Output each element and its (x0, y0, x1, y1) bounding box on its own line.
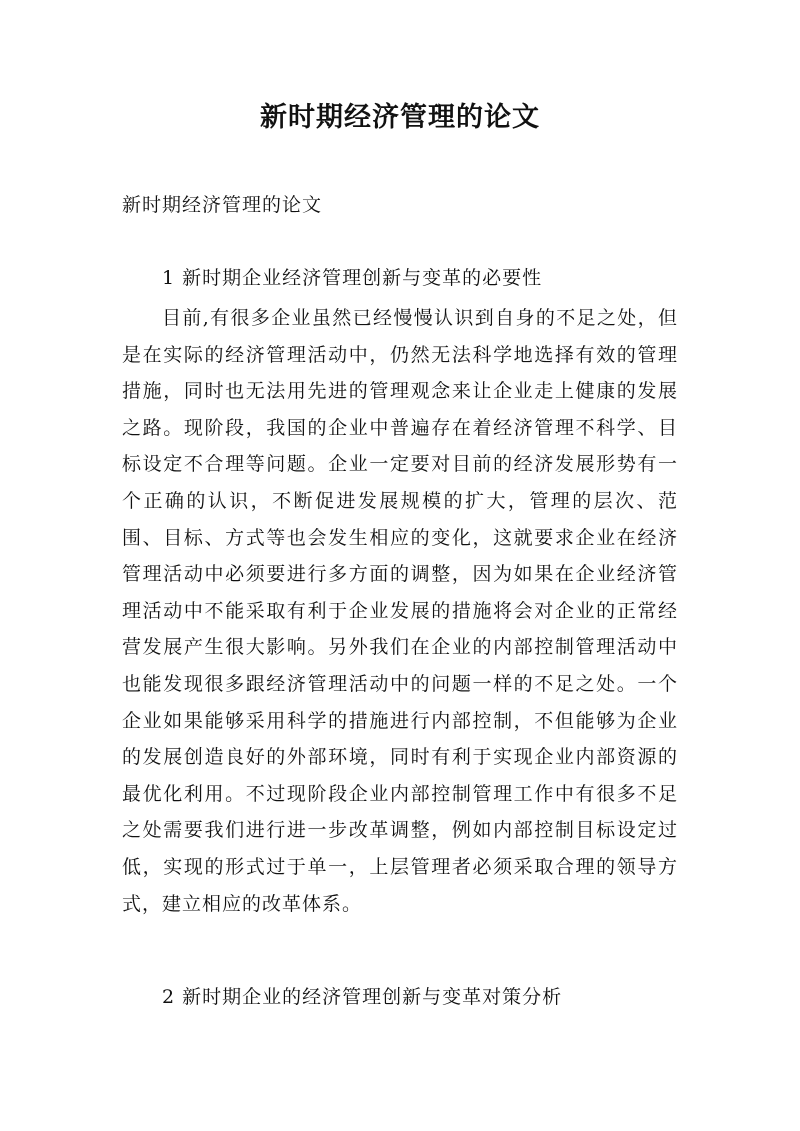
section-2-heading: 2 新时期企业的经济管理创新与变革对策分析 (162, 986, 563, 1008)
section-1-heading: 1 新时期企业经济管理创新与变革的必要性 (162, 267, 543, 289)
document-title: 新时期经济管理的论文 (260, 102, 540, 133)
section-1-paragraph: 目前,有很多企业虽然已经慢慢认识到自身的不足之处，但是在实际的经济管理活动中，仍然无法科学地选择有效的管理措施，同时也无法用先进的管理观念来让企业走上健康的发展之路。现阶段，我国的企业中普遍存在着经济管理不科学、目标设定不合理等问题。企业一定要对目前的经济发展形势有一个正确的认识，不断促进发展规模的扩大，管理的层次、范围、目标、方式等也会发生相应的变化，这就要求企业在经济管理活动中必须要进行多方面的调整，因为如果在企业经济管理活动中不能采取有利于企业发展的措施将会对企业的正常经营发展产生很大影响。另外我们在企业的内部控制管理活动中也能发现很多跟经济管理活动中的问题一样的不足之处。一个企业如果能够采用科学的措施进行内部控制，不但能够为企业的发展创造良好的外部环境，同时有利于实现企业内部资源的最优化利用。不过现阶段企业内部控制管理工作中有很多不足之处需要我们进行进一步改革调整，例如内部控制目标设定过低，实现的形式过于单一，上层管理者必须采取合理的领导方式，建立相应的改革体系。 (122, 307, 678, 915)
document-subtitle: 新时期经济管理的论文 (122, 194, 323, 216)
